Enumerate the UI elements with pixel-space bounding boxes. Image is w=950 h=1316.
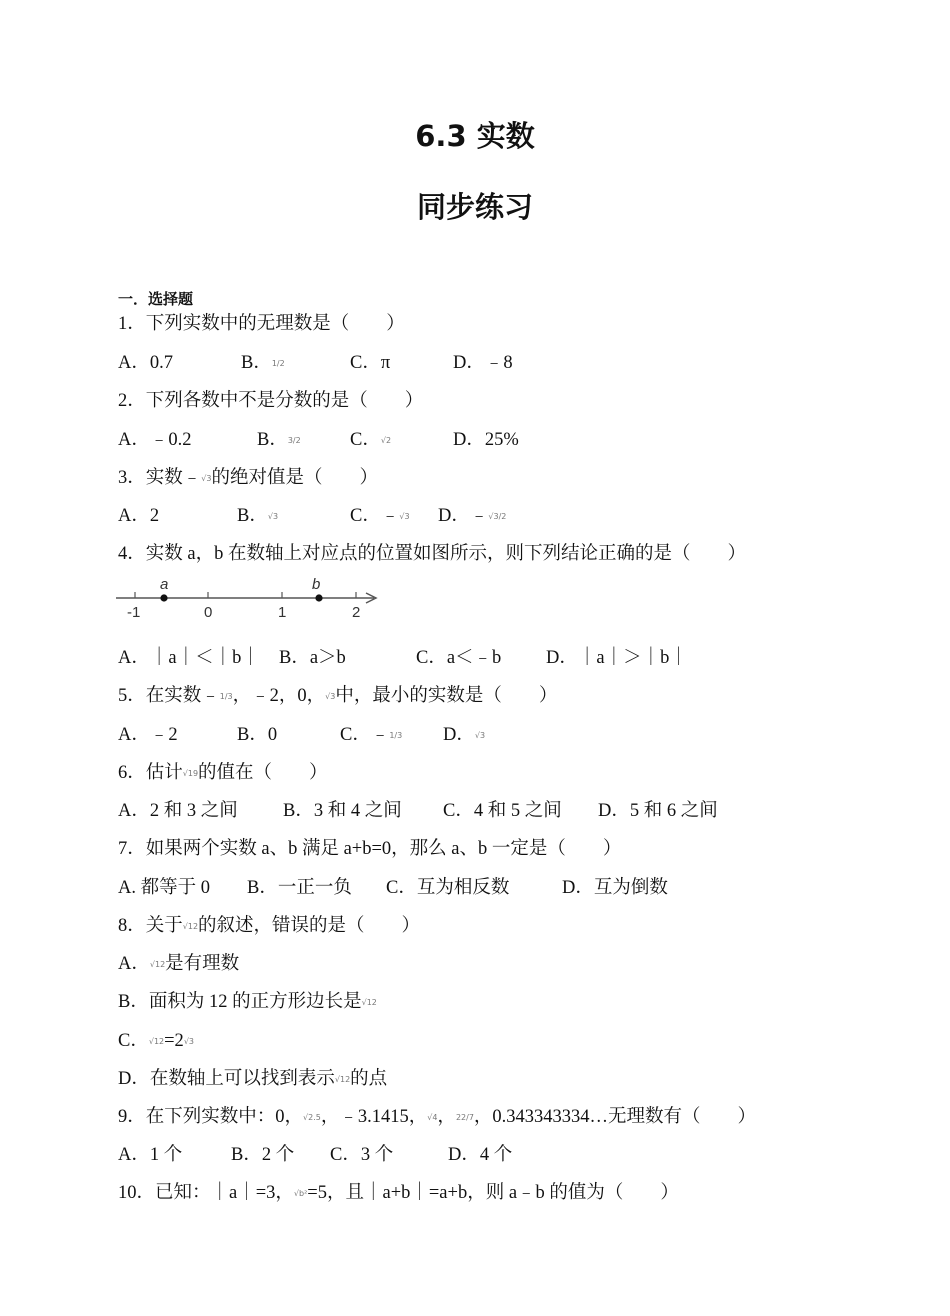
option-a: A．2 bbox=[118, 506, 160, 526]
option-d: D．﹣8 bbox=[453, 353, 513, 373]
option-b: B．0 bbox=[237, 725, 278, 745]
question-10-stem: 10．已知：｜a｜=3，√b²=5，且｜a+b｜=a+b，则 a﹣b 的值为（ ） bbox=[118, 1183, 679, 1203]
page-title: 6.3 实数 bbox=[415, 119, 535, 153]
option-a: A．﹣0.2 bbox=[118, 430, 192, 450]
point-a bbox=[160, 594, 167, 601]
option-c: C．﹣√3 bbox=[350, 506, 410, 526]
question-5-stem: 5．在实数﹣1/3，﹣2，0，√3中，最小的实数是（ ） bbox=[118, 686, 558, 706]
option-a: A．2 和 3 之间 bbox=[118, 801, 238, 821]
option-b: B．3 和 4 之间 bbox=[283, 801, 402, 821]
question-9-stem: 9．在下列实数中：0，√2.5，﹣3.1415，√4，22/7，0.343343334…无理数有（ ） bbox=[118, 1107, 757, 1127]
question-4-stem: 4．实数 a，b 在数轴上对应点的位置如图所示，则下列结论正确的是（ ） bbox=[118, 544, 746, 564]
option-b: B．a＞b bbox=[279, 648, 346, 668]
option-b: B．一正一负 bbox=[247, 878, 352, 898]
option-a: A．﹣2 bbox=[118, 725, 178, 745]
option-d: D．｜a｜＞｜b｜ bbox=[546, 648, 688, 668]
option-c: C．√2 bbox=[350, 430, 392, 450]
option-c: C．互为相反数 bbox=[386, 878, 510, 898]
section-heading: 一．选择题 bbox=[118, 290, 194, 308]
option-c: C．4 和 5 之间 bbox=[443, 801, 562, 821]
option-a: A．0.7 bbox=[118, 353, 173, 373]
question-7-stem: 7．如果两个实数 a、b 满足 a+b=0，那么 a、b 一定是（ ） bbox=[118, 839, 622, 859]
option-b: B．√3 bbox=[237, 506, 279, 526]
question-8-option-b: B．面积为 12 的正方形边长是√12 bbox=[118, 992, 377, 1012]
option-d: D．5 和 6 之间 bbox=[598, 801, 718, 821]
question-3-stem: 3．实数﹣√3的绝对值是（ ） bbox=[118, 468, 378, 488]
option-b: B．2 个 bbox=[231, 1145, 295, 1165]
option-b: B．3/2 bbox=[257, 430, 301, 450]
option-a: A．｜a｜＜｜b｜ bbox=[118, 648, 260, 668]
tick-label: 0 bbox=[204, 604, 213, 621]
option-c: C．π bbox=[350, 353, 391, 373]
question-8-option-a: A．√12是有理数 bbox=[118, 954, 240, 974]
tick-label: -1 bbox=[127, 604, 141, 621]
option-d: D．4 个 bbox=[448, 1145, 513, 1165]
option-d: D．√3 bbox=[443, 725, 486, 745]
question-8-stem: 8．关于√12的叙述，错误的是（ ） bbox=[118, 916, 421, 936]
question-8-option-d: D．在数轴上可以找到表示√12的点 bbox=[118, 1069, 388, 1089]
point-b bbox=[315, 594, 322, 601]
option-c: C．a＜﹣b bbox=[416, 648, 502, 668]
question-8-option-c: C．√12=2√3 bbox=[118, 1031, 194, 1051]
option-a: A. 都等于 0 bbox=[118, 878, 210, 898]
question-2-stem: 2．下列各数中不是分数的是（ ） bbox=[118, 391, 424, 411]
tick-label: 2 bbox=[352, 604, 361, 621]
question-6-stem: 6．估计√19的值在（ ） bbox=[118, 763, 328, 783]
number-line-figure bbox=[112, 574, 384, 622]
option-c: C．3 个 bbox=[330, 1145, 394, 1165]
option-c: C．﹣1/3 bbox=[340, 725, 403, 745]
option-a: A．1 个 bbox=[118, 1145, 183, 1165]
point-b-label: b bbox=[312, 576, 321, 593]
question-1-stem: 1．下列实数中的无理数是（ ） bbox=[118, 314, 405, 334]
option-d: D．25% bbox=[453, 430, 519, 450]
option-b: B．1/2 bbox=[241, 353, 285, 373]
option-d: D．互为倒数 bbox=[562, 878, 668, 898]
tick-label: 1 bbox=[278, 604, 287, 621]
point-a-label: a bbox=[160, 576, 169, 593]
page-subtitle: 同步练习 bbox=[416, 190, 533, 224]
option-d: D．﹣√3/2 bbox=[438, 506, 507, 526]
